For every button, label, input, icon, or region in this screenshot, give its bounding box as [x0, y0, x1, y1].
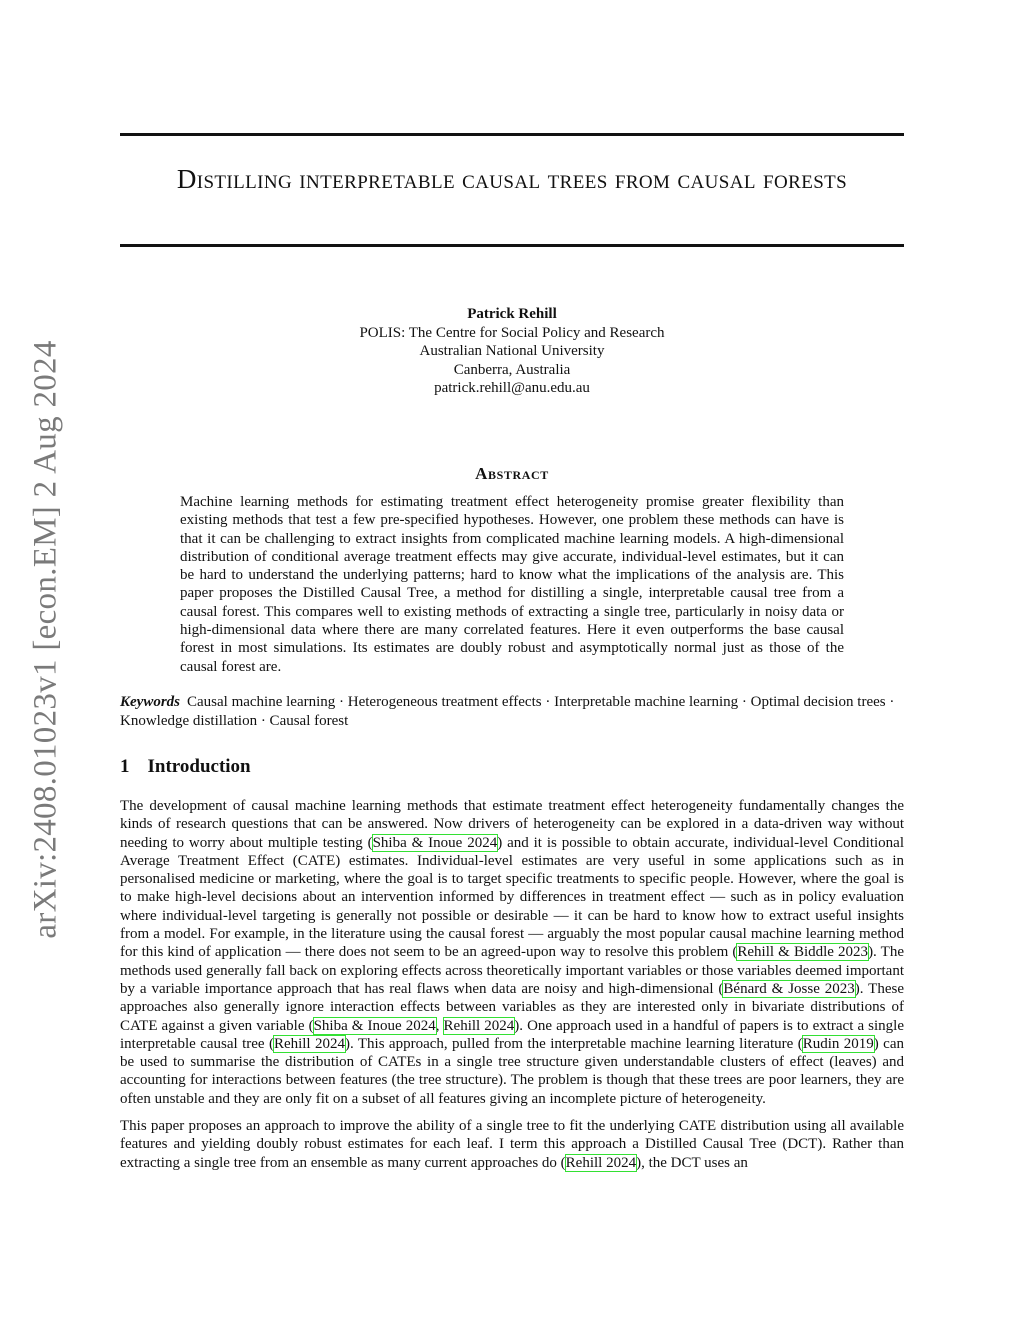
text-run: , [435, 1017, 444, 1034]
text-run: ) and it is possible to obtain accurate, individual-level Conditional Average Treatment Effect (CATE) estimates. Individual-level estimates are very useful in some applications such as in personalised medicine or marketing, where the goal is to target specific treatments to specific people. However, where the goal is to make high-level decisions about an intervention informed by differences in treatment effect — such as in policy evaluation where individual-level targeting is generally not possible or desirable — it can be hard to know how to extract useful insights from a model. For example, in the literature using the causal forest — arguably the most popular causal machine learning method for this kind of application — there does not seem to be an agreed-upon way to resolve this problem ( [120, 834, 904, 961]
text-run: ). This approach, pulled from the interpretable machine learning literature ( [345, 1035, 803, 1052]
citation-link[interactable]: Rehill 2024 [565, 1154, 637, 1171]
section-number: 1 [120, 756, 130, 777]
text-run: ). One approach used in a handful of papers is to extract a single interpretable causal tree ( [120, 1017, 904, 1052]
arxiv-side-stamp [18, 329, 74, 949]
author-affiliation: POLIS: The Centre for Social Policy and Research [359, 324, 665, 341]
author-name: Patrick Rehill [467, 306, 557, 322]
abstract-text: Machine learning methods for estimating treatment effect heterogeneity promise greater flexibility than existing methods that test a few pre-specified hypotheses. However, one problem these methods can have is that it can be challenging to extract insights from complicated machine learning models. A high-dimensional distribution of conditional average treatment effects may give accurate, individual-level estimates, but it can be hard to understand the underlying patterns; hard to know what the implications of the analysis are. This paper proposes the Distilled Causal Tree, a method for distilling a single, interpretable causal tree from a causal forest. This compares well to existing methods of extracting a single tree, particularly in noisy data or high-dimensional data where there are many correlated features. Here it even outperforms the base causal forest in most simulations. Its estimates are doubly robust and asymptotically normal just as those of the causal forest are. [180, 494, 844, 675]
title-bottom-rule [120, 244, 904, 247]
section-title: Introduction [147, 756, 251, 777]
paper-title: Distilling interpretable causal trees from causal forests [176, 164, 848, 194]
keywords-label: Keywords [120, 694, 180, 710]
arxiv-identifier: arXiv:2408.01023v1 [econ.EM] 2 Aug 2024 [27, 339, 64, 939]
author-university: Australian National University [419, 343, 605, 359]
abstract-heading: Abstract [475, 464, 549, 483]
keywords [120, 693, 904, 730]
keywords-text: Causal machine learning · Heterogeneous treatment effects · Interpretable machine learning · Optimal decision trees · Knowledge distillation · Causal forest [120, 694, 895, 729]
paragraph [120, 797, 904, 1108]
citation-link[interactable]: Shiba & Inoue 2024 [313, 1017, 436, 1034]
author-location: Canberra, Australia [453, 361, 571, 378]
text-run: ). The methods used generally fall back on exploring effects across theoretically important variables or those variables deemed important by a variable importance approach that has real flaws when data are noisy and high-dimensional ( [120, 944, 904, 997]
author-email: patrick.rehill@anu.edu.au [434, 380, 590, 396]
citation-link[interactable]: Rehill & Biddle 2023 [737, 944, 869, 961]
citation-link[interactable]: Shiba & Inoue 2024 [372, 834, 498, 851]
citation-link[interactable]: Rudin 2019 [802, 1035, 874, 1052]
introduction-body [120, 797, 904, 1181]
text-run: ). These approaches also generally ignore interaction effects between variables as they are interested only in bivariate distributions of CATE against a given variable ( [120, 980, 904, 1034]
section-heading-introduction [120, 756, 251, 778]
text-run: ) can be used to summarise the distribution of CATEs in a single tree structure given understandable clusters of effect (leaves) and accounting for interactions between features (the tree structure). The problem is though that these trees are poor learners, they are often unstable and they are only fit on a subset of all features giving an incomplete picture of heterogeneity. [120, 1035, 904, 1107]
citation-link[interactable]: Bénard & Josse 2023 [723, 980, 855, 997]
citation-link[interactable]: Rehill 2024 [443, 1017, 515, 1034]
paragraph [120, 1117, 904, 1172]
citation-link[interactable]: Rehill 2024 [273, 1035, 345, 1052]
text-run: The development of causal machine learning methods that estimate treatment effect heterogeneity fundamentally changes the kinds of research questions that can be answered. Now drivers of heterogeneity can be explored in a data-driven way without needing to worry about multiple testing ( [120, 798, 904, 851]
author-block [120, 305, 904, 398]
title-top-rule [120, 133, 904, 136]
text-run: This paper proposes an approach to improve the ability of a single tree to fit the underlying CATE distribution using all available features and yielding doubly robust estimates for each leaf. I term this approach a Distilled Causal Tree (DCT). Rather than extracting a single tree from an ensemble as many current approaches do ( [120, 1118, 904, 1171]
text-run: ), the DCT uses an [636, 1154, 748, 1171]
